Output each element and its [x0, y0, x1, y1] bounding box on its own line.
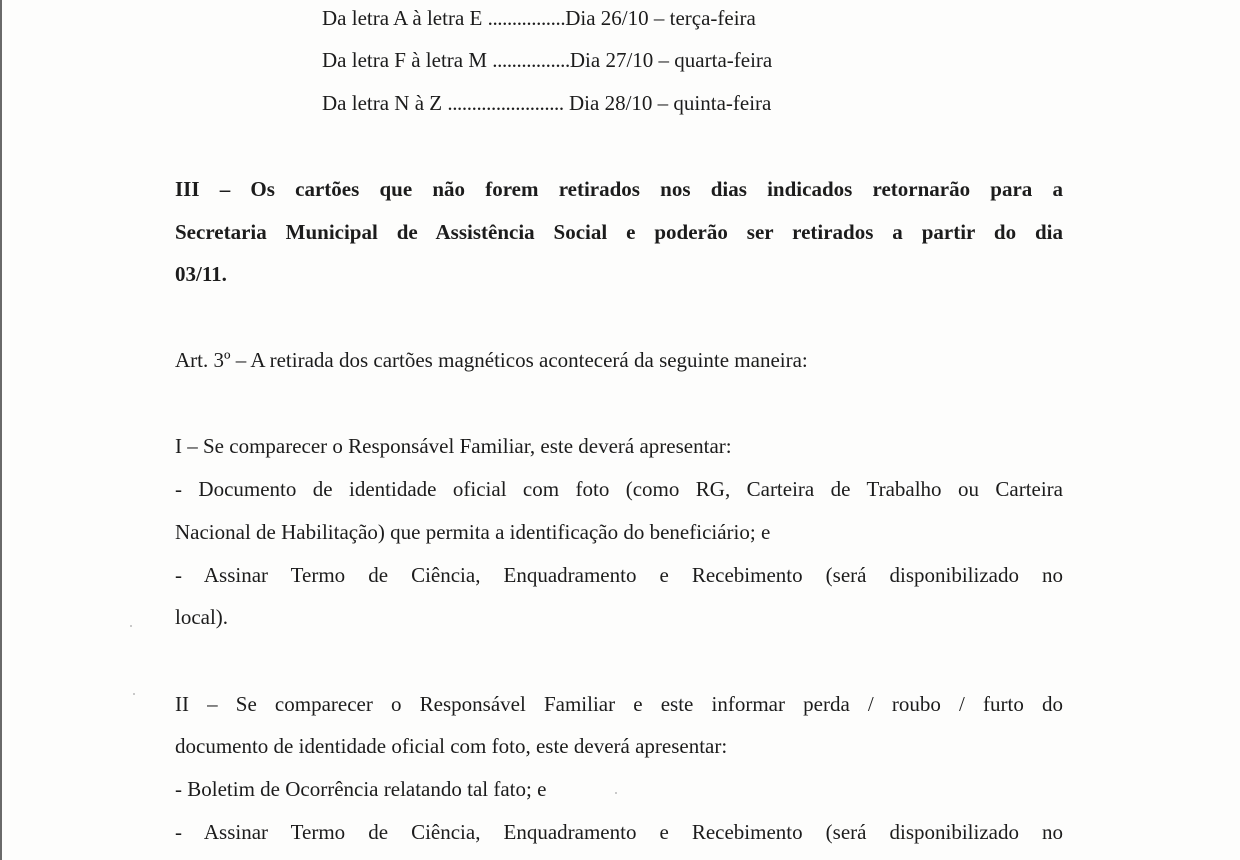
schedule-row: [322, 88, 922, 118]
scan-speck: [130, 625, 132, 627]
article-3-heading: Art. 3º – A retirada dos cartões magnéticos acontecerá da seguinte maneira:: [175, 348, 808, 372]
schedule-leader-dots: ........................: [447, 91, 564, 115]
paragraph-iii-line: III – Os cartões que não forem retirados nos dias indicados retornarão para a: [175, 177, 1063, 201]
schedule-letter-range: Da letra N à Z: [322, 91, 448, 115]
item-i-document-line: - Documento de identidade oficial com foto (como RG, Carteira de Trabalho ou Carteira: [175, 477, 1063, 501]
schedule-day: Dia 28/10 – quinta-feira: [563, 91, 772, 115]
item-i-document-line: Nacional de Habilitação) que permita a identificação do beneficiário; e: [175, 520, 771, 544]
item-i-intro: I – Se comparecer o Responsável Familiar, este deverá apresentar:: [175, 434, 732, 458]
item-ii-intro-line: documento de identidade oficial com foto, este deverá apresentar:: [175, 734, 728, 758]
schedule-day: Dia 26/10 – terça-feira: [565, 6, 756, 30]
item-i-term-line: local).: [175, 605, 229, 629]
schedule-letter-range: Da letra F à letra M: [322, 48, 493, 72]
schedule-leader-dots: ................: [492, 48, 570, 72]
item-ii-bo-line: - Boletim de Ocorrência relatando tal fato; e: [175, 777, 547, 801]
item-i-term-line: - Assinar Termo de Ciência, Enquadramento e Recebimento (será disponibilizado no: [175, 563, 1063, 587]
schedule-row: [322, 45, 922, 75]
schedule-day: Dia 27/10 – quarta-feira: [569, 48, 773, 72]
item-ii-term-line: - Assinar Termo de Ciência, Enquadramento e Recebimento (será disponibilizado no: [175, 820, 1063, 844]
schedule-row: [322, 3, 922, 33]
item-ii-intro-line: II – Se comparecer o Responsável Familiar e este informar perda / roubo / furto do: [175, 692, 1063, 716]
schedule-leader-dots: ................: [487, 6, 566, 30]
scan-left-edge: [0, 0, 2, 860]
scan-speck: [133, 693, 135, 695]
paragraph-iii-line: 03/11.: [175, 262, 227, 286]
paragraph-iii-line: Secretaria Municipal de Assistência Social e poderão ser retirados a partir do dia: [175, 220, 1063, 244]
schedule-letter-range: Da letra A à letra E: [322, 6, 488, 30]
